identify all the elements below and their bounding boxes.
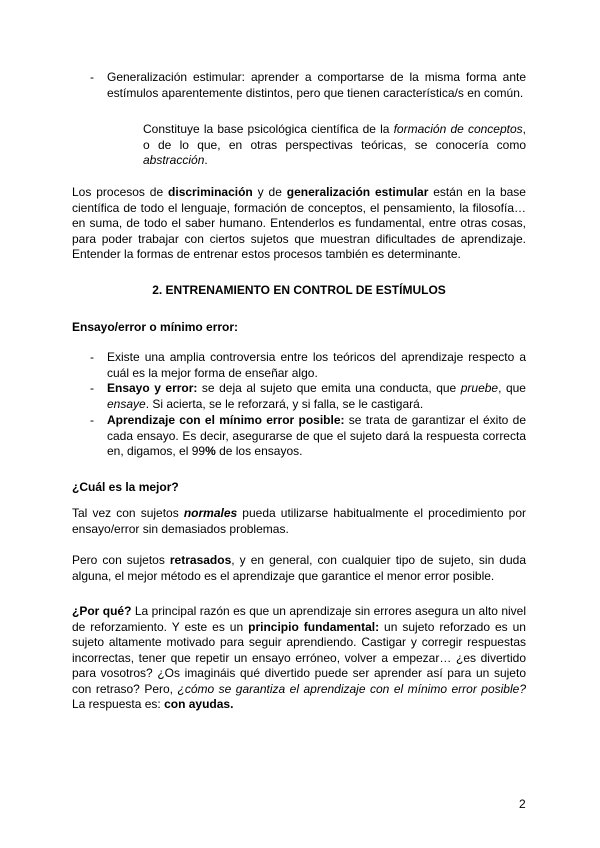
paragraph-normales xyxy=(72,506,526,537)
italic-pruebe: pruebe xyxy=(460,381,499,395)
bold-retrasados: retrasados xyxy=(169,553,232,567)
bullet-dash: - xyxy=(90,70,94,84)
indented-note xyxy=(143,122,526,169)
note-text: Constituye la base psicológica científica de la xyxy=(143,122,394,136)
bold-minimo-error: Aprendizaje con el mínimo error posible: xyxy=(107,413,345,427)
bullet-dash: - xyxy=(90,381,94,395)
bullet-text-part: , que xyxy=(498,381,526,395)
bullet-text: Existe una amplia controversia entre los teóricos del aprendizaje respecto a cuál es la mejor forma de enseñar algo. xyxy=(107,350,526,380)
bold-generalizacion: generalización estimular xyxy=(286,185,429,199)
italic-ensaye: ensaye xyxy=(107,396,146,411)
bold-ensayo-error: Ensayo y error: xyxy=(107,381,198,395)
note-italic-formacion: formación de conceptos xyxy=(393,122,523,136)
bold-discriminacion: discriminación xyxy=(168,185,253,199)
bold-porque: ¿Por qué? xyxy=(72,604,132,618)
bold-percent: % xyxy=(205,444,216,458)
italic-pregunta: ¿cómo se garantiza el aprendizaje con el mínimo error posible? xyxy=(177,681,526,696)
bullet-text: Generalización estimular: aprender a comportarse de la misma forma ante estímulos aparentemente distintos, pero que tienen característica/s en común. xyxy=(107,70,526,100)
subheading-ensayo: Ensayo/error o mínimo error: xyxy=(72,320,239,334)
paragraph-text: La principal razón es que un aprendizaje sin errores asegura un alto nivel de reforzamiento. Y este es un xyxy=(72,604,526,634)
subheading-mejor: ¿Cuál es la mejor? xyxy=(72,480,179,494)
section-heading: 2. ENTRENAMIENTO EN CONTROL DE ESTÍMULOS xyxy=(152,283,446,297)
bullet-text xyxy=(107,413,526,460)
bold-italic-normales: normales xyxy=(183,506,238,520)
paragraph-text: pueda utilizarse habitualmente el procedimiento por ensayo/error sin demasiados problemas. xyxy=(72,506,527,536)
bullet-text-part: . Si acierta, se le reforzará, y si falla, se le castigará. xyxy=(145,396,424,411)
paragraph-text: un sujeto reforzado es un sujeto altamente motivado para seguir aprendiendo. Castigar y corregir respuestas incorrectas, tener que repetir un ensayo erróneo, volver a empezar… ¿es divertido para vosotros? ¿Os imagináis qué divertido puede ser aprender así para un sujeto con retraso? Pero, xyxy=(72,619,526,696)
paragraph-text: , y en general, con cualquier tipo de sujeto, sin duda alguna, el mejor método es el aprendizaje que garantice el menor error posible. xyxy=(72,553,526,583)
paragraph-text: y de xyxy=(252,185,287,199)
bullet-dash: - xyxy=(90,350,94,364)
bold-con-ayudas: con ayudas. xyxy=(164,697,234,711)
bullet-text-part: se deja al sujeto que emita una conducta, que xyxy=(197,381,461,395)
paragraph-text: Tal vez con sujetos xyxy=(72,506,184,520)
paragraph-text: Pero con sujetos xyxy=(72,553,170,567)
note-text: . xyxy=(204,153,208,167)
paragraph-retrasados xyxy=(72,553,526,584)
paragraph-text: Los procesos de xyxy=(72,185,169,199)
bullet-text xyxy=(107,381,526,412)
paragraph-text: están en la base científica de todo el lenguaje, formación de conceptos, el pensamiento, la filosofía… en suma, de todo el saber humano. Entenderlos es fundamental, entre otras cosas, para poder trabajar con ciertos sujetos que muestran dificultades de aprendizaje. Entender la formas de entrenar estos procesos también es determinante. xyxy=(72,185,526,261)
page-number: 2 xyxy=(519,797,526,811)
bullet-text-part: se trata de garantizar el éxito de cada ensayo. Es decir, asegurarse de que el sujeto dará la respuesta correcta en, digamos, el 99 xyxy=(107,413,526,458)
paragraph-porque xyxy=(72,604,526,713)
note-italic-abstraccion: abstracción xyxy=(143,153,205,167)
bold-principio: principio fundamental: xyxy=(248,619,380,634)
note-text: , o de lo que, en otras perspectivas teóricas, se conocería como xyxy=(143,122,526,152)
bullet-text-part: de los ensayos. xyxy=(215,444,303,458)
paragraph-procesos xyxy=(72,185,526,263)
bullet-dash: - xyxy=(90,413,94,427)
paragraph-text: La respuesta es: xyxy=(72,697,165,711)
